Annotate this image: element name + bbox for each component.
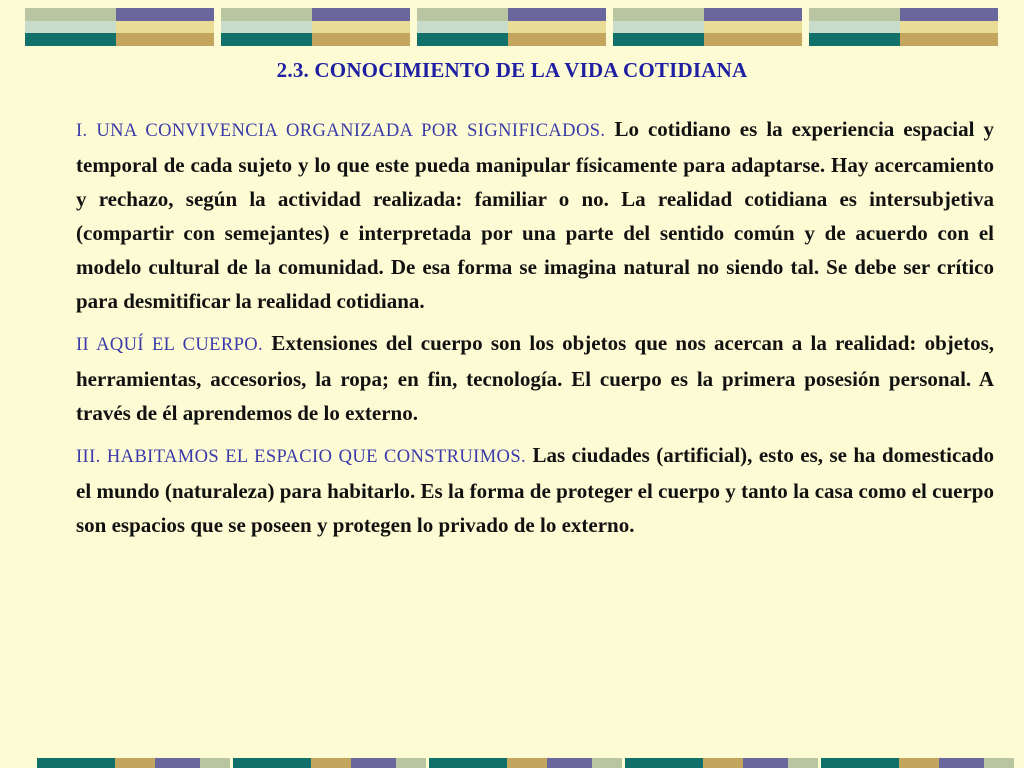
paragraph-heading: I. UNA CONVIVENCIA ORGANIZADA POR SIGNIFICADOS.	[76, 121, 606, 141]
slide-body	[76, 112, 994, 550]
band-tile	[25, 8, 214, 46]
paragraph-heading: III. HABITAMOS EL ESPACIO QUE CONSTRUIMOS.	[76, 447, 527, 467]
band-tile	[613, 8, 802, 46]
paragraph-body: Extensiones del cuerpo son los objetos que nos acercan a la realidad: objetos, herramientas, accesorios, la ropa; en fin, tecnología. El cuerpo es la primera posesión personal. A través de él aprendemos de lo externo.	[76, 331, 994, 425]
paragraph-body: Las ciudades (artificial), esto es, se ha domesticado el mundo (naturaleza) para habitarlo. Es la forma de proteger el cuerpo y tanto la casa como el cuerpo son espacios que se poseen y protegen lo privado de lo externo.	[76, 443, 994, 537]
slide-title: 2.3. CONOCIMIENTO DE LA VIDA COTIDIANA	[276, 58, 748, 82]
paragraph-cuerpo	[76, 326, 994, 430]
band-tile	[809, 8, 998, 46]
top-decorative-band	[0, 0, 1024, 52]
bottom-decorative-band	[0, 758, 1024, 768]
paragraph-body: Lo cotidiano es la experiencia espacial y temporal de cada sujeto y lo que este pueda manipular físicamente para adaptarse. Hay acercamiento y rechazo, según la actividad realizada: familiar o no. La realidad cotidiana es intersubjetiva (compartir con semejantes) e interpretada por una parte del sentido común y de acuerdo con el modelo cultural de la comunidad. De esa forma se imagina natural no siendo tal. Se debe ser crítico para desmitificar la realidad cotidiana.	[76, 117, 994, 313]
band-tile	[417, 8, 606, 46]
paragraph-convivencia	[76, 112, 994, 318]
paragraph-heading: II AQUÍ EL CUERPO.	[76, 335, 264, 355]
band-tile	[221, 8, 410, 46]
paragraph-espacio	[76, 438, 994, 542]
